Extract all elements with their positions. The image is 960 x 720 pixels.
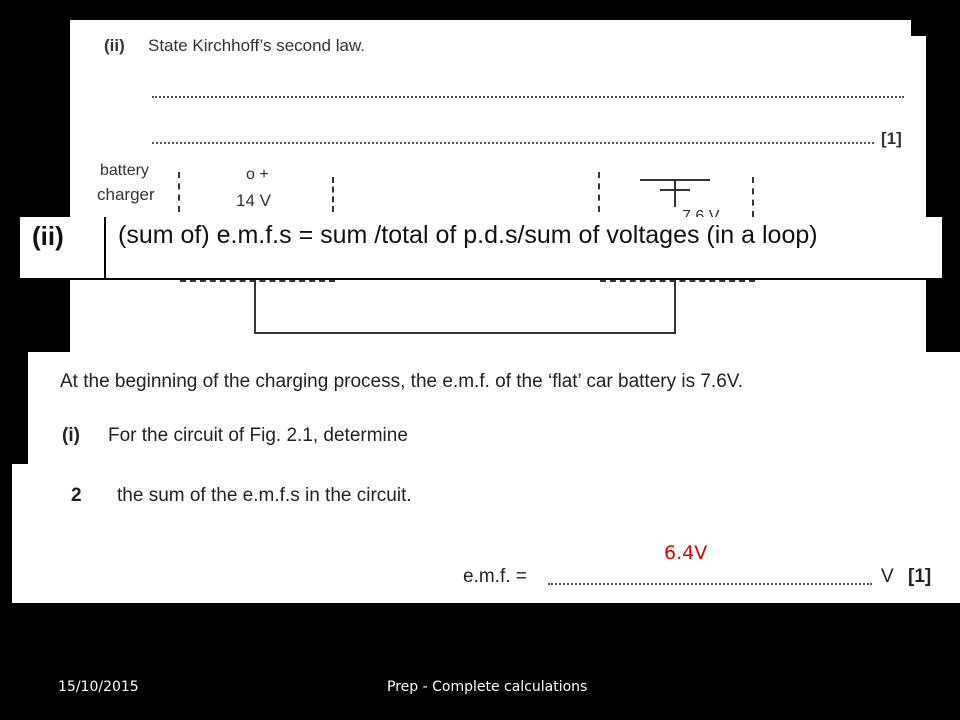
charger-box-edge bbox=[332, 177, 334, 212]
circuit-wire bbox=[254, 332, 676, 334]
table-border bbox=[18, 278, 942, 280]
table-border bbox=[18, 217, 20, 280]
polarity-label: o + bbox=[246, 166, 269, 183]
clip-edge bbox=[911, 12, 926, 36]
charger-box-edge bbox=[178, 172, 180, 212]
answer-line bbox=[152, 142, 874, 144]
footer-title: Prep - Complete calculations bbox=[387, 679, 588, 695]
table-divider bbox=[104, 217, 106, 280]
handwritten-answer: 6.4V bbox=[664, 542, 708, 564]
answer-label: e.m.f. = bbox=[463, 566, 527, 587]
answer-unit: V bbox=[881, 566, 894, 587]
mark-scheme-clip bbox=[18, 217, 942, 280]
question-text: State Kirchhoff’s second law. bbox=[148, 36, 366, 55]
question-number: (ii) bbox=[104, 36, 125, 55]
battery-box-edge bbox=[598, 172, 600, 212]
question-clip-intro bbox=[28, 352, 960, 467]
question-sub-text: For the circuit of Fig. 2.1, determine bbox=[108, 425, 408, 446]
question-clip-emf-sum bbox=[12, 464, 960, 603]
cell-symbol-lead bbox=[674, 181, 676, 207]
mark-allocation: [1] bbox=[908, 566, 932, 587]
clip-edge bbox=[70, 12, 926, 20]
charger-box-edge bbox=[180, 280, 335, 282]
circuit-wire bbox=[674, 280, 676, 334]
mark-allocation: [1] bbox=[881, 129, 902, 148]
mark-scheme-number: (ii) bbox=[32, 221, 64, 251]
answer-line bbox=[152, 96, 904, 98]
battery-box-edge bbox=[752, 177, 754, 217]
question-intro-text: At the beginning of the charging process, the e.m.f. of the ‘flat’ car battery is 7.6V. bbox=[60, 371, 743, 392]
question-item-text: the sum of the e.m.f.s in the circuit. bbox=[117, 485, 412, 506]
battery-label: battery bbox=[100, 162, 149, 179]
battery-box-edge bbox=[600, 280, 755, 282]
question-item-number: 2 bbox=[71, 485, 82, 506]
circuit-wire bbox=[254, 280, 256, 334]
answer-line bbox=[548, 583, 872, 585]
footer-date: 15/10/2015 bbox=[58, 679, 139, 695]
question-clip-kirchhoff bbox=[70, 12, 926, 352]
mark-scheme-answer: (sum of) e.m.f.s = sum /total of p.d.s/sum of voltages (in a loop) bbox=[118, 221, 818, 249]
charger-label: charger bbox=[97, 185, 155, 204]
charger-voltage: 14 V bbox=[236, 191, 271, 210]
question-sub-number: (i) bbox=[62, 425, 80, 446]
